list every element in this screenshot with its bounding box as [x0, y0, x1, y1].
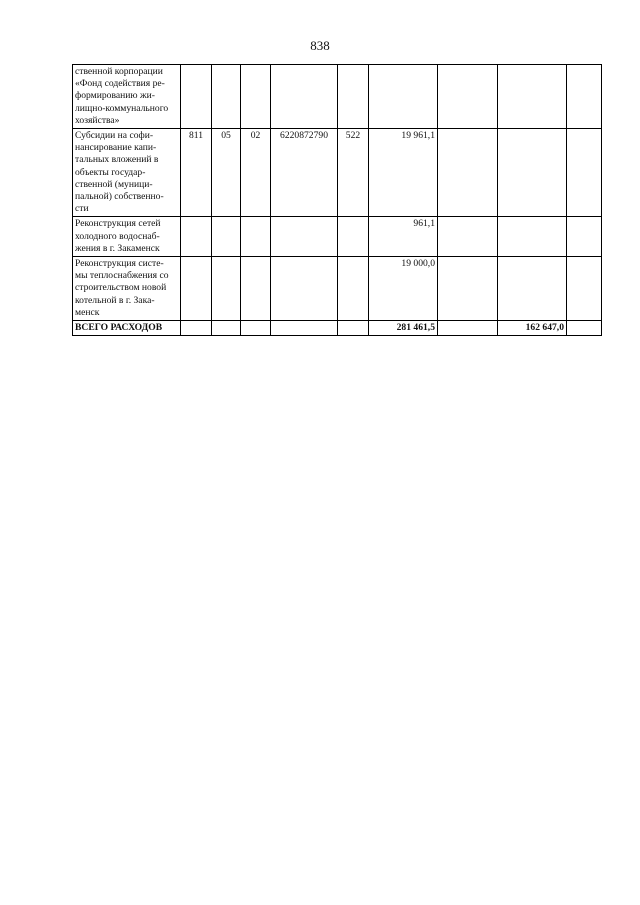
cell-admin [181, 217, 212, 257]
cell-sum-1: 19 961,1 [369, 129, 438, 217]
row-name: Реконструкция систе- мы теплоснабжения со строительством новой котельной в г. Зака- менск [73, 257, 181, 321]
cell-sum-4 [567, 65, 602, 129]
table-row [73, 217, 602, 257]
cell-target: 6220872790 [271, 129, 338, 217]
cell-section [212, 217, 241, 257]
cell-sum-3 [498, 217, 567, 257]
cell-section [212, 257, 241, 321]
cell-sum-2 [438, 65, 498, 129]
total-row [73, 321, 602, 336]
cell-type [338, 65, 369, 129]
cell-subsection [241, 257, 271, 321]
cell-sum-4 [567, 129, 602, 217]
table-row [73, 257, 602, 321]
cell-subsection [241, 65, 271, 129]
cell-sum-4 [567, 257, 602, 321]
cell-sum-2 [438, 129, 498, 217]
cell-type [338, 321, 369, 336]
total-sum-2 [438, 321, 498, 336]
cell-admin [181, 257, 212, 321]
row-name: ственной корпорации «Фонд содействия ре- формированию жи- лищно-коммунального хозяйства» [73, 65, 181, 129]
cell-admin: 811 [181, 129, 212, 217]
cell-type: 522 [338, 129, 369, 217]
cell-target [271, 321, 338, 336]
table-row [73, 65, 602, 129]
cell-admin [181, 65, 212, 129]
cell-target [271, 65, 338, 129]
total-sum-4 [567, 321, 602, 336]
cell-sum-1: 19 000,0 [369, 257, 438, 321]
cell-section [212, 65, 241, 129]
cell-subsection: 02 [241, 129, 271, 217]
page-number: 838 [310, 38, 330, 53]
cell-sum-1: 961,1 [369, 217, 438, 257]
cell-subsection [241, 217, 271, 257]
cell-section: 05 [212, 129, 241, 217]
cell-sum-4 [567, 217, 602, 257]
cell-type [338, 217, 369, 257]
cell-section [212, 321, 241, 336]
cell-type [338, 257, 369, 321]
table-row [73, 129, 602, 217]
cell-sum-2 [438, 217, 498, 257]
cell-sum-3 [498, 257, 567, 321]
cell-sum-2 [438, 257, 498, 321]
cell-admin [181, 321, 212, 336]
cell-sum-3 [498, 129, 567, 217]
budget-table [72, 64, 602, 336]
row-name: Субсидии на софи- нансирование капи- тальных вложений в объекты государ- ственной (муници- пальной) собственно- сти [73, 129, 181, 217]
cell-sum-1 [369, 65, 438, 129]
cell-target [271, 217, 338, 257]
total-sum-3: 162 647,0 [498, 321, 567, 336]
total-label: ВСЕГО РАСХОДОВ [73, 321, 181, 336]
cell-subsection [241, 321, 271, 336]
cell-sum-3 [498, 65, 567, 129]
total-sum-1: 281 461,5 [369, 321, 438, 336]
row-name: Реконструкция сетей холодного водоснаб- жения в г. Закаменск [73, 217, 181, 257]
cell-target [271, 257, 338, 321]
